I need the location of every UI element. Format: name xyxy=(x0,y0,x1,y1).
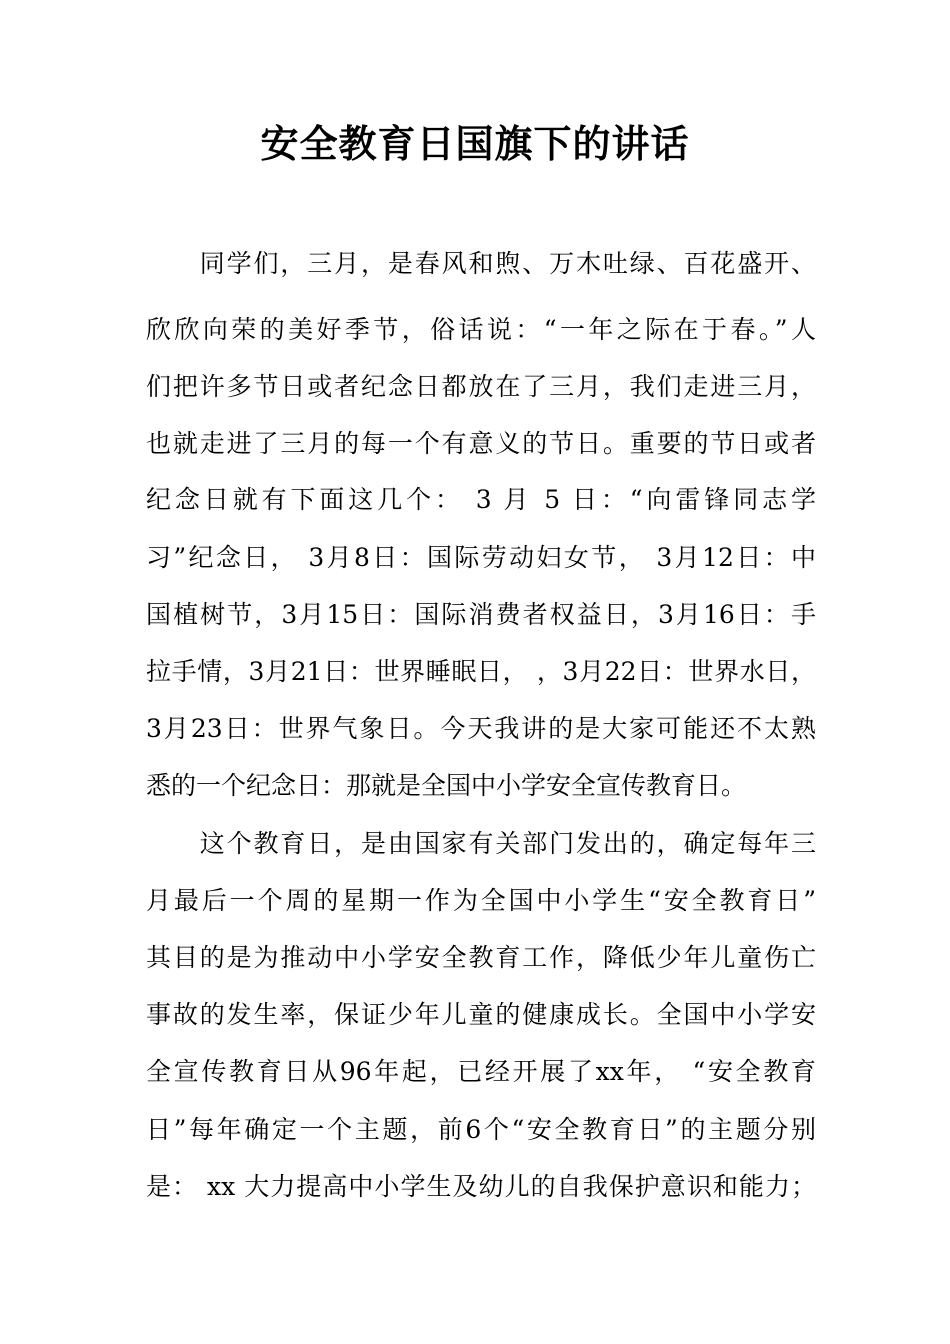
paragraph-1-line-2: 欣欣向荣的美好季节，俗话说：“一年之际在于春。”人 xyxy=(146,315,816,344)
paragraph-1-line-1: 同学们，三月，是春风和煦、万木吐绿、百花盛开、 xyxy=(146,249,816,278)
paragraph-2-line-2: 月最后一个周的星期一作为全国中小学生“安全教育日” xyxy=(146,886,816,915)
paragraph-1-line-9: 3月23日：世界气象日。今天我讲的是大家可能还不太熟 xyxy=(146,714,816,743)
paragraph-2-line-5: 全宣传教育日从96年起，已经开展了xx年， “安全教育 xyxy=(146,1057,816,1086)
paragraph-1-line-5: 纪念日就有下面这几个： 3 月 5 日：“向雷锋同志学 xyxy=(146,485,816,514)
paragraph-1-line-8: 拉手情，3月21日：世界睡眠日， ，3月22日：世界水日， xyxy=(146,657,816,686)
paragraph-2-line-4: 事故的发生率，保证少年儿童的健康成长。全国中小学安 xyxy=(146,1000,816,1029)
paragraph-1-line-10: 悉的一个纪念日：那就是全国中小学安全宣传教育日。 xyxy=(146,771,747,800)
paragraph-2-line-6: 日”每年确定一个主题，前6个“安全教育日”的主题分别 xyxy=(146,1115,816,1144)
paragraph-1-line-4: 也就走进了三月的每一个有意义的节日。重要的节日或者 xyxy=(146,429,816,458)
paragraph-2-line-3: 其目的是为推动中小学安全教育工作，降低少年儿童伤亡 xyxy=(146,943,816,972)
paragraph-1-line-6: 习”纪念日， 3月8日：国际劳动妇女节， 3月12日：中 xyxy=(146,543,816,572)
paragraph-2-line-1: 这个教育日，是由国家有关部门发出的，确定每年三 xyxy=(146,829,816,858)
document-title: 安全教育日国旗下的讲话 xyxy=(260,122,690,166)
paragraph-1-line-7: 国植树节，3月15日：国际消费者权益日，3月16日：手 xyxy=(146,600,816,629)
paragraph-2-line-7: 是： xx 大力提高中小学生及幼儿的自我保护意识和能力； xyxy=(146,1172,816,1201)
paragraph-1-line-3: 们把许多节日或者纪念日都放在了三月，我们走进三月， xyxy=(146,372,816,401)
